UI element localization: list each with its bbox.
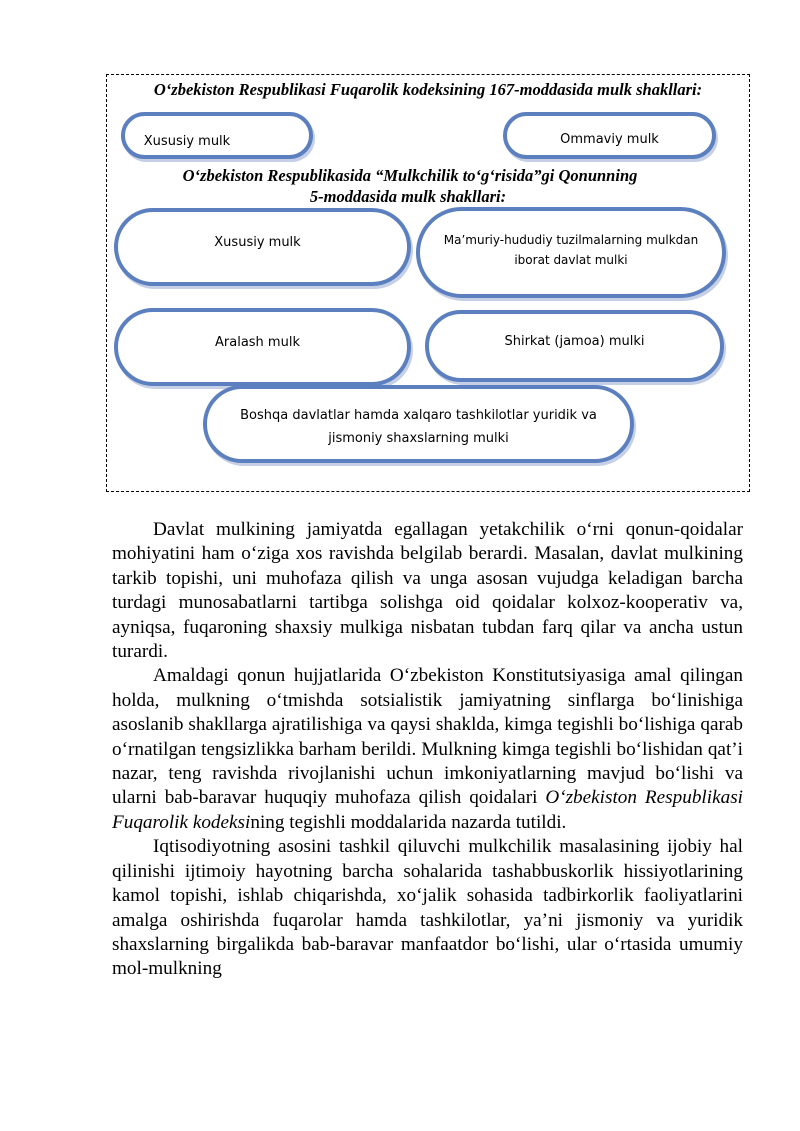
- civil-code-167-heading: O‘zbekiston Respublikasi Fuqarolik kodeksining 167-moddasida mulk shakllari:: [153, 80, 703, 99]
- pill-label: Xususiy mulk: [214, 235, 301, 250]
- pill-label-line2: jismoniy shaxslarning mulki: [328, 431, 509, 446]
- body-text: [112, 518, 743, 982]
- pill-label-line2: iborat davlat mulki: [514, 253, 628, 267]
- pill-label: Aralash mulk: [215, 335, 300, 350]
- pill-shirkat-mulki: [425, 310, 724, 382]
- pill-label: Shirkat (jamoa) mulki: [504, 334, 645, 349]
- pill-label-line1: Boshqa davlatlar hamda xalqaro tashkilotlar yuridik va: [240, 408, 597, 423]
- pill-label-line1: Ma’muriy-hududiy tuzilmalarning mulkdan: [443, 233, 699, 247]
- pill-xususiy-mulk-law: [114, 208, 411, 286]
- paragraph-2-end: ning tegishli moddalarida nazarda tutildi.: [250, 811, 567, 833]
- pill-label: Xususiy mulk: [143, 134, 231, 149]
- pill-xususiy-mulk-167: [121, 112, 313, 159]
- paragraph-3: Iqtisodiyotning asosini tashkil qiluvchi mulkchilik masalasining ijobiy hal qilinishi ijtimoiy hayotning barcha sohalarida tashabbuskorlik hissiyotlarining kamol topishi, ishlab chiqarishda, xo‘jalik sohasida tadbirkorlik faoliyatlarini amalga oshirishda fuqarolar hamda tashkilotlar, ya’ni jismoniy va yuridik shaxslarning birgalikda bab-baravar manfaatdor bo‘lishi, ular o‘rtasida umumiy mol-mulkning: [112, 836, 743, 980]
- pill-ommaviy-mulk: [503, 112, 716, 159]
- paragraph-1: Davlat mulkining jamiyatda egallagan yetakchilik o‘rni qonun-qoidalar mohiyatini ham o‘ziga xos ravishda belgilab berardi. Masalan, davlat mulkining tarkib topishi, uni muhofaza qilish va unga asosan vujudga keladigan barcha turdagi munosabatlarni tartibga solishga oid qoidalar kolxoz-kooperativ va, ayniqsa, fuqaroning shaxsiy mulkiga nisbatan tubdan farq qilar va ancha ustun turardi.: [112, 519, 743, 663]
- law-article-5-heading-line1: O‘zbekiston Respublikasida “Mulkchilik to‘g‘risida”gi Qonunning: [182, 166, 638, 185]
- paragraph-2-start: Amaldagi qonun hujjatlarida O‘zbekiston Konstitutsiyasiga amal qilingan holda, mulkning o‘tmishda sotsialistik jamiyatning sinflarga bo‘linishiga asoslanib shakllarga ajratilishiga va qaysi shaklda, kimga tegishli bo‘lishiga qarab o‘rnatilgan tengsizlikka barham berildi. Mulkning kimga tegishli bo‘lishidan qat’i nazar, teng ravishda rivojlanishi uchun imkoniyatlarning mavjud bo‘lishi va ularni bab-baravar huquqiy muhofaza qilish qoidalari: [112, 665, 743, 809]
- paragraph-2: [112, 664, 743, 835]
- pill-mamuriy-hududiy: [416, 207, 726, 298]
- civil-code-reference: O‘zbekiston Respublikasi Fuqarolik kodeksi: [112, 787, 743, 833]
- law-article-5-heading-line2: 5-moddasida mulk shakllari:: [309, 187, 507, 206]
- pill-aralash-mulk: [114, 308, 411, 386]
- pill-label: Ommaviy mulk: [560, 132, 659, 147]
- pill-boshqa-davlatlar: [203, 385, 634, 463]
